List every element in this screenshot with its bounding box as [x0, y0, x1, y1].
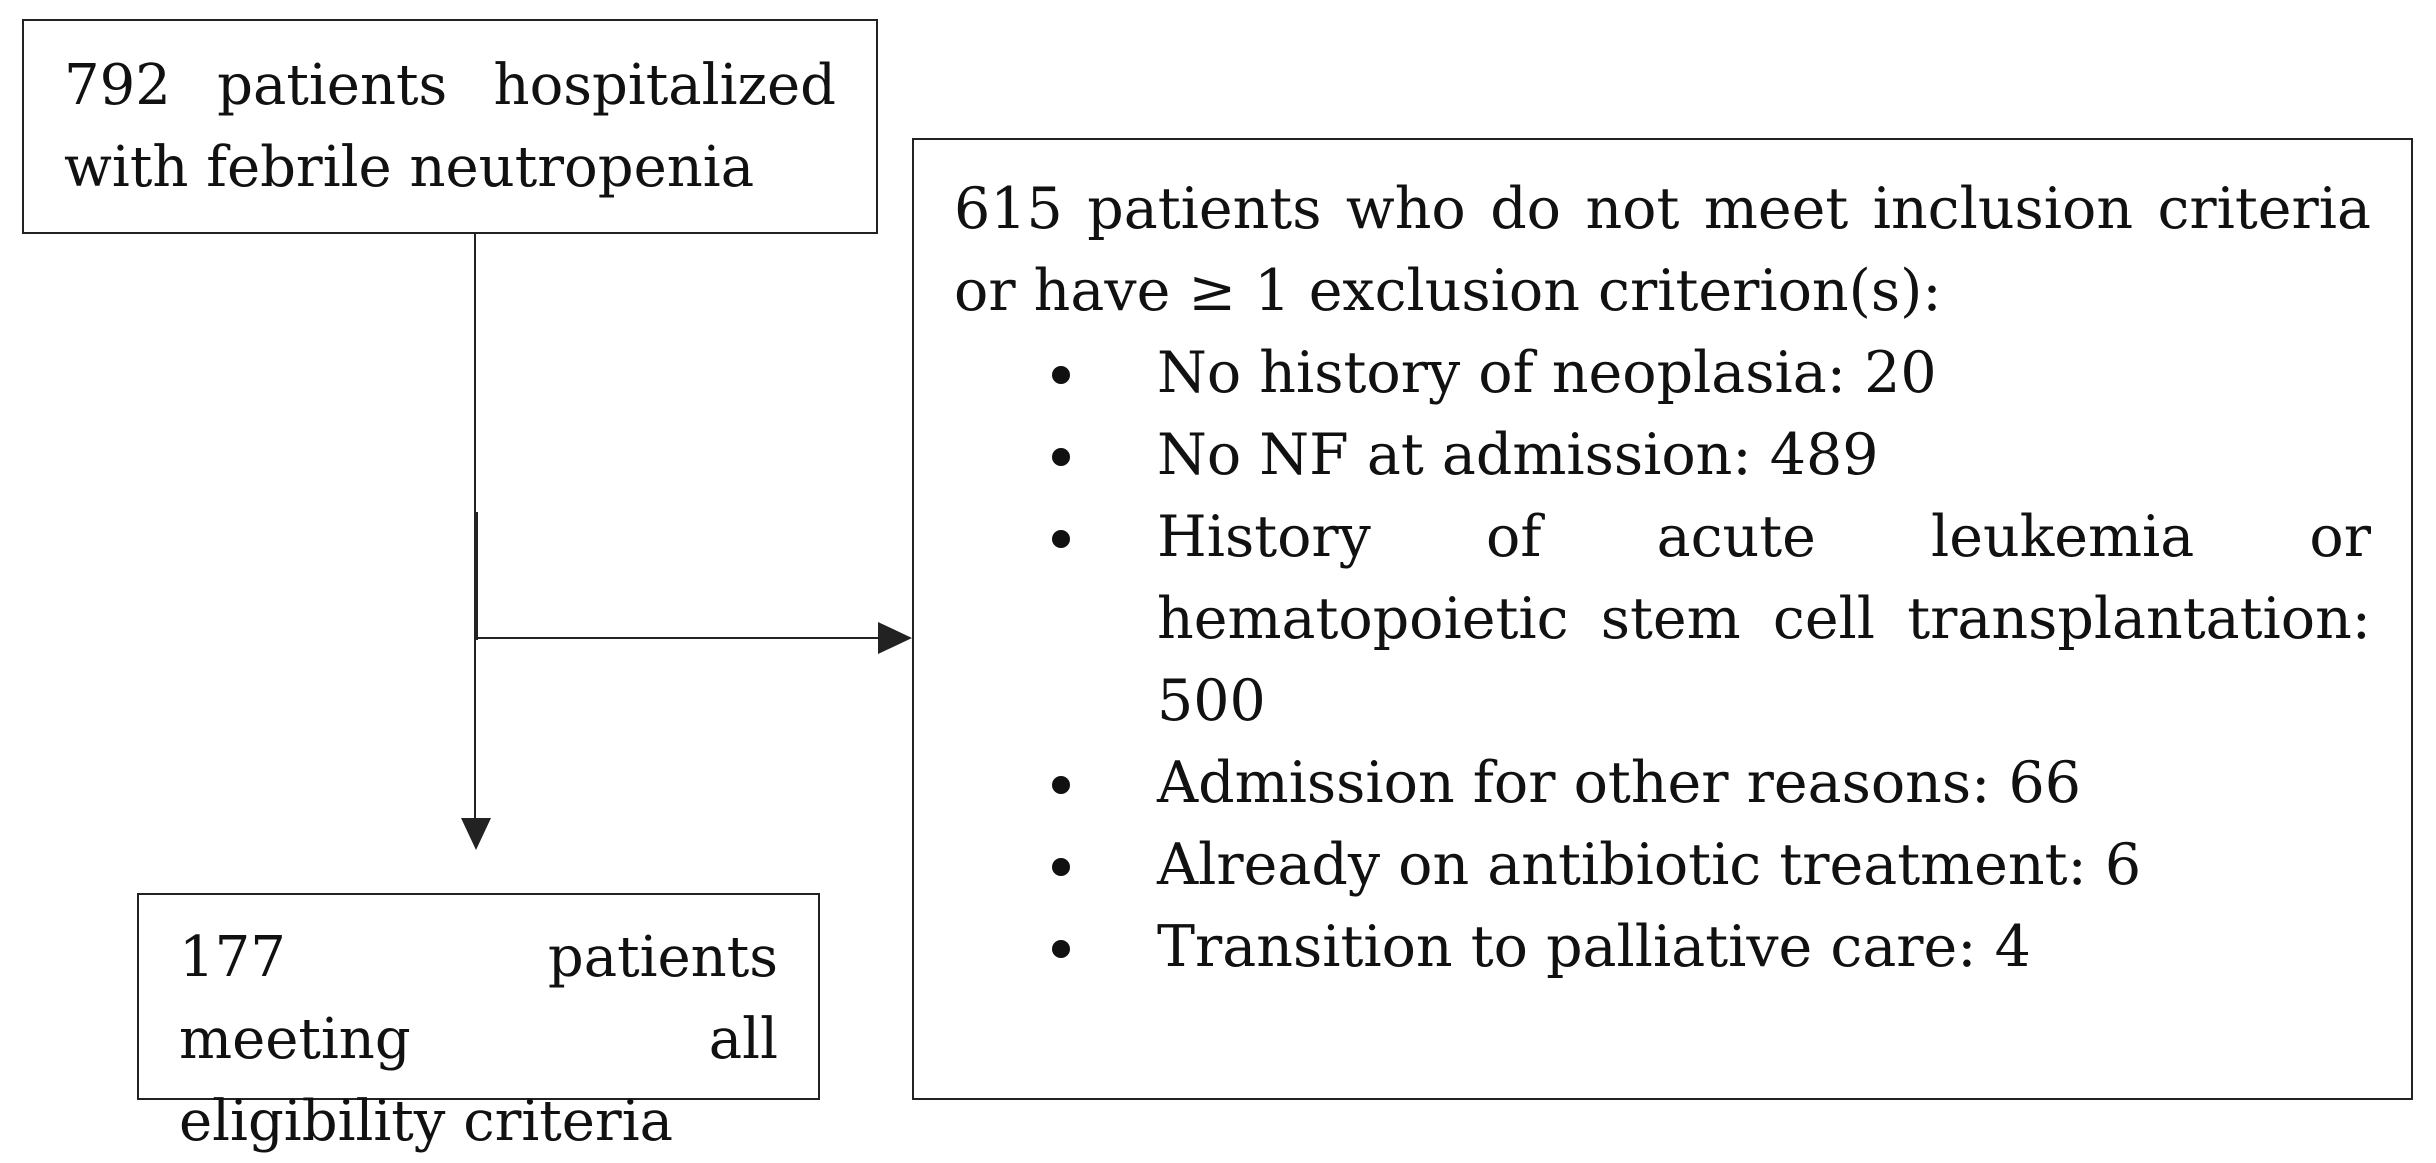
total-patients-box: [22, 19, 878, 234]
exclusion-criterion-item: [954, 742, 2371, 824]
exclusion-criterion-label: History of acute leukemia or hematopoietic stem cell transplantation: 500: [1157, 504, 2371, 734]
exclusion-criterion-item: [954, 414, 2371, 496]
excluded-heading: 615 patients who do not meet inclusion criteria or have ≥ 1 exclusion criterion(s):: [954, 176, 2371, 324]
arrowhead-right: [878, 622, 912, 654]
total-patients-text: 792 patients hospitalized with febrile neutropenia: [64, 53, 836, 200]
excluded-patients-box: [912, 138, 2413, 1100]
exclusion-criterion-item: [954, 496, 2371, 742]
exclusion-criterion-item: [954, 332, 2371, 414]
exclusion-criterion-item: [954, 824, 2371, 906]
eligible-patients-text: 177 patients meeting all eligibility criteria: [179, 925, 778, 1154]
exclusion-criterion-label: Admission for other reasons: 66: [1157, 750, 2081, 816]
exclusion-criterion-label: Transition to palliative care: 4: [1157, 914, 2031, 980]
exclusion-criterion-label: No history of neoplasia: 20: [1157, 340, 1937, 406]
bullet-icon: [1052, 448, 1070, 466]
bullet-icon: [1052, 366, 1070, 384]
arrowhead-down: [461, 818, 491, 850]
bullet-icon: [1052, 776, 1070, 794]
bullet-icon: [1052, 940, 1070, 958]
bullet-icon: [1052, 530, 1070, 548]
exclusion-criterion-label: Already on antibiotic treatment: 6: [1157, 832, 2142, 898]
bullet-icon: [1052, 858, 1070, 876]
exclusion-criterion-label: No NF at admission: 489: [1157, 422, 1879, 488]
exclusion-criterion-item: [954, 906, 2371, 988]
exclusion-criteria-list: [954, 332, 2371, 988]
eligible-patients-box: [137, 893, 820, 1154]
